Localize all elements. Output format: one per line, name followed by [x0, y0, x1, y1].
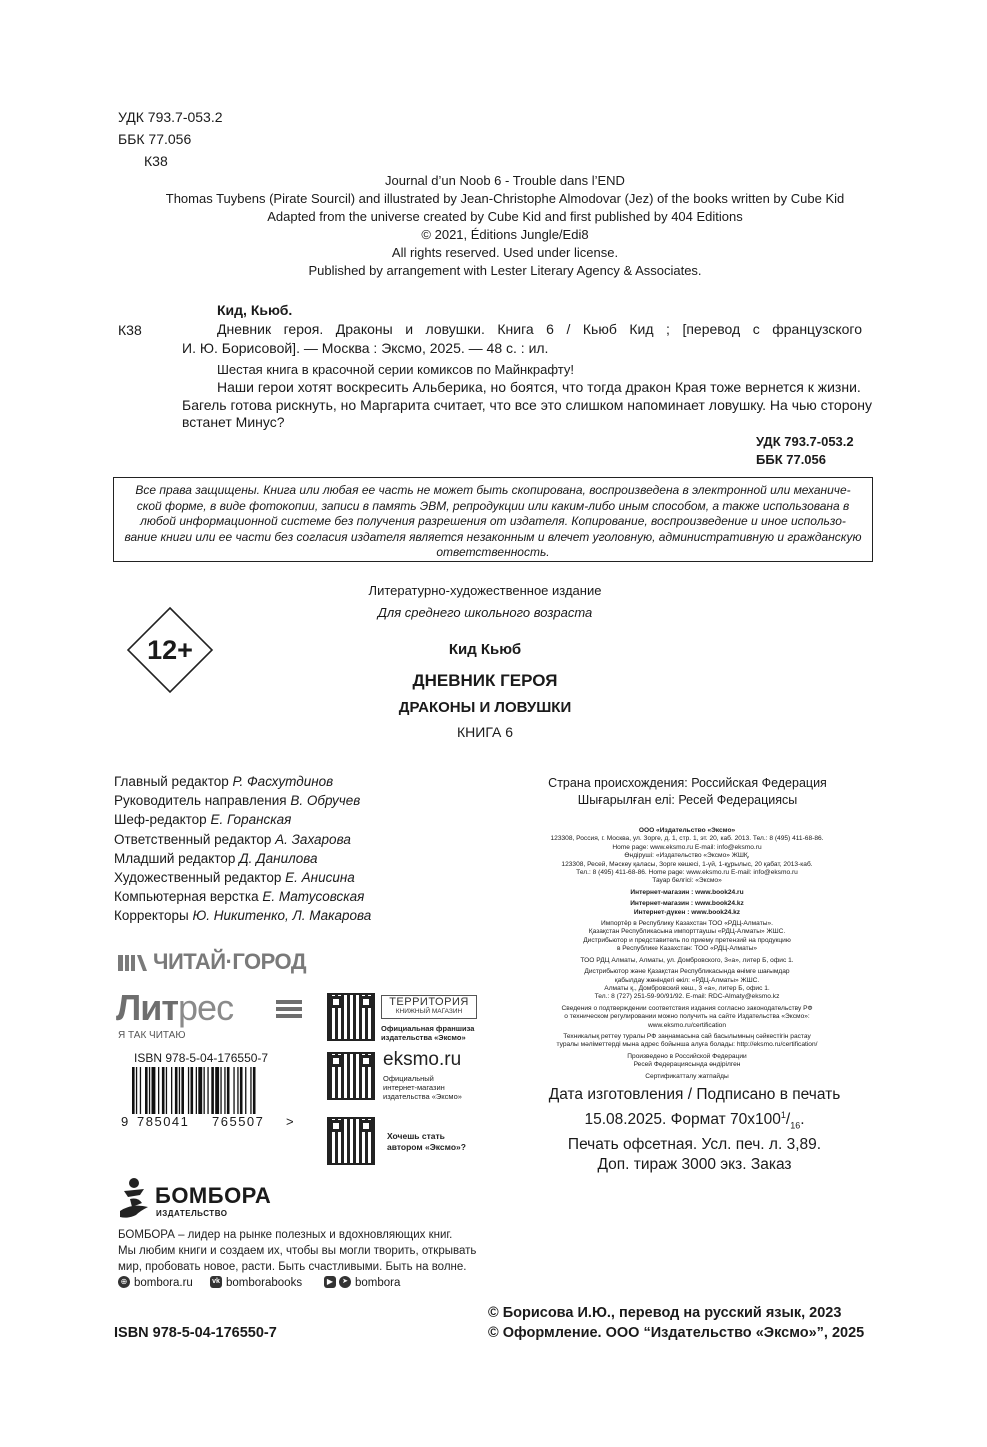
barcode-bar: [191, 1067, 194, 1114]
rights-notice-box: [113, 477, 873, 562]
barcode-bar: [132, 1067, 135, 1114]
barcode-bar: [158, 1067, 159, 1114]
barcode-bar: [145, 1067, 148, 1114]
origin-ru: Страна происхождения: Российская Федерация: [548, 776, 827, 790]
barcode-bar: [162, 1067, 165, 1114]
barcode-digits-right: 765507: [212, 1114, 265, 1129]
staff-row: Ответственный редактор А. Захарова: [114, 831, 351, 847]
barcode-bar: [233, 1067, 234, 1114]
barcode-bar: [149, 1067, 150, 1114]
barcode-bar: [171, 1067, 172, 1114]
social-vk: bomborabooks: [226, 1277, 303, 1289]
staff-row: Младший редактор Д. Данилова: [114, 850, 318, 866]
qr-code-eksmo: [327, 1052, 375, 1100]
biblio-annotation-1: Шестая книга в красочной серии комиксов по Майнкрафту!: [217, 362, 574, 377]
barcode-bar: [175, 1067, 178, 1114]
barcode-bar: [179, 1067, 180, 1114]
barcode-bar: [152, 1067, 156, 1114]
territoria-caption: Официальная франшиза издательства «Эксмо»: [381, 1024, 475, 1042]
copyright-design: © Оформление. ООО “Издательство «Эксмо»”, 2025: [488, 1325, 865, 1341]
print-details: [512, 1085, 877, 1175]
footer-isbn: ISBN 978-5-04-176550-7: [114, 1325, 277, 1341]
book-title: ДНЕВНИК ГЕРОЯ: [412, 671, 558, 690]
qr-code-author: [327, 1117, 375, 1165]
rights-line: любой информационной системе без получения разрешения от издателя. Копирование, воспроизведение и иное использо-: [140, 514, 846, 528]
rights-line: Все права защищены. Книга или любая ее часть не может быть скопирована, воспроизведена в электронной или механиче-: [135, 483, 851, 497]
staff-row: Компьютерная верстка Е. Матусовская: [114, 889, 365, 905]
barcode-bar: [224, 1067, 225, 1114]
original-edition-block: [110, 172, 900, 280]
wave-figure-icon: [118, 1177, 158, 1221]
barcode-bar: [196, 1067, 197, 1114]
eksmo-url: eksmo.ru: [383, 1049, 462, 1070]
country-origin: [520, 775, 855, 809]
barcode-bar: [140, 1067, 141, 1114]
print-line-3: Печать офсетная. Усл. печ. л. 3,89.: [567, 1136, 822, 1154]
biblio-bbk: ББК 77.056: [756, 452, 826, 467]
become-author-caption: Хочешь стать автором «Эксмо»?: [387, 1131, 466, 1152]
menu-lines-icon: [276, 1000, 302, 1018]
staff-row: Главный редактор Р. Фасхутдинов: [114, 774, 334, 789]
origin-kz: Шығарылған елі: Ресей Федерациясы: [577, 793, 798, 807]
social-site: bombora.ru: [134, 1277, 193, 1289]
territoria-logo: ТЕРРИТОРИЯ КНИЖНЫЙ МАГАЗИН: [381, 995, 477, 1019]
staff-row: Художественный редактор Е. Анисина: [114, 870, 355, 886]
barcode-bar: [204, 1067, 205, 1114]
social-telegram: bombora: [355, 1277, 401, 1289]
vk-icon: vk: [210, 1276, 222, 1288]
header-code: К38: [144, 153, 168, 169]
staff-list: [114, 772, 371, 926]
bombora-name: БОМБОРА: [155, 1183, 272, 1208]
book-subtitle: ДРАКОНЫ И ЛОВУШКИ: [398, 699, 572, 716]
publisher-fine-print: ООО «Издательство «Эксмо» 123308, Россия, г. Москва, ул. Зорге, д. 1, стр. 1, эт. 20, каб. 2013. Тел.: 8 (495) 411-68-86. Home page: www.eksmo.ru E-mail: info@eksmo.ru Өндіруші: «Издательство «Эксмо» ЖШҚ, 123308, Ресей, Мәскеу қаласы, Зорге көшесі, 1-үй, 1-құрылыс, 20 қабат, 2013-каб. Тел.: 8 (495) 411-68-86. Home page: www.eksmo.ru E-mail: info@eksmo.ru Тауар белгісі: «Эксмо» Интернет-магазин : www.book24.ru Интернет-магазин : www.book24.kz Интернет-дүкен : www.book24.kz Импортёр в Республику Казахстан ТОО «РДЦ-Алматы». Қазақстан Республикасына импорттаушы «РДЦ-Алматы» ЖШС. Дистрибьютор и представитель по приему претензий на продукцию в Республике Казахстан: ТОО «РДЦ-Алматы» ТОО РДЦ Алматы, Алматы, ул. Домбровского, 3«а», литер Б, офис 1. Дистрибьютор және Қазақстан Республикасында өнімге шағымдар қабылдау жөніндегі өкіл: «РДЦ-Алматы» ЖШС. Алматы қ., Домбровский көш., 3 «а», литер Б, офис 1. Тел.: 8 (727) 251-59-90/91/92. E-mail: RDC-Almaty@eksmo.kz Сведения о подтверждении соответствия издания согласно законодательству РФ о техническом регулировании можно получить на сайте Издательства «Эксмо»: www.eksmo.ru/certification Техникалық реттеу туралы РФ заңнамасына сай басылымның сәйкестігін растау туралы мәліметтерді мына адрес бойынша алуға болады: http://eksmo.ru/certification/ Произведено в Российской Федерации Ресей Федерациясында өндірілген Сертификатталу жатпайды: [550, 827, 824, 1080]
barcode-bar: [211, 1067, 214, 1114]
bombora-logo: [118, 1177, 158, 1221]
header-bbk: ББК 77.056: [118, 131, 192, 147]
barcode-bar: [207, 1067, 208, 1114]
books-icon: [118, 953, 152, 971]
print-line-4: Доп. тираж 3000 экз. Заказ: [597, 1156, 792, 1174]
rights-line: вание книги или ее части без согласия издателя является незаконным и влечет уголовную, административную и гражданскую: [124, 529, 862, 544]
chitai-gorod-logo: ЧИТАЙ·ГОРОД: [118, 950, 306, 974]
eksmo-caption: Официальный интернет-магазин издательства «Эксмо»: [383, 1074, 462, 1101]
staff-row: Шеф-редактор Е. Горанская: [114, 812, 292, 828]
barcode-bar: [245, 1067, 246, 1114]
original-line: All rights reserved. Used under license.: [391, 245, 619, 260]
biblio-line-2: И. Ю. Борисовой]. — Москва : Эксмо, 2025. — 48 с. : ил.: [182, 340, 549, 356]
litres-tagline: Я ТАК ЧИТАЮ: [118, 1030, 186, 1041]
barcode-arrow: >: [286, 1114, 294, 1129]
original-line: Adapted from the universe created by Cube Kid and first published by 404 Editions: [267, 209, 743, 224]
age-rating-badge: [126, 606, 214, 694]
barcode-bar: [237, 1067, 238, 1114]
video-icon: ▶: [324, 1276, 336, 1288]
original-line: Thomas Tuybens (Pirate Sourcil) and illustrated by Jean-Christophe Almodovar (Jez) of the books written by Cube Kid: [165, 191, 845, 206]
litres-logo: Литрес: [116, 988, 316, 1028]
barcode-bar: [188, 1067, 189, 1114]
barcode-bar: [198, 1067, 202, 1114]
bombora-description: БОМБОРА – лидер на рынке полезных и вдохновляющих книг. Мы любим книги и создаем их, чтобы вы могли творить, открывать мир, пробовать новое, расти. Быть счастливыми. Быть на волне.: [118, 1229, 477, 1273]
rights-line: ответственность.: [436, 545, 550, 559]
book-number: КНИГА 6: [457, 724, 513, 740]
barcode-bars: [132, 1067, 290, 1114]
print-line-1: Дата изготовления / Подписано в печать: [548, 1086, 841, 1103]
rights-line: ской форме, в виде фотокопии, записи в память ЭВМ, репродукции или каким-либо иным способом, а также использована в: [136, 498, 850, 513]
telegram-icon: ➤: [339, 1276, 351, 1288]
barcode-bar: [215, 1067, 219, 1114]
bombora-sub: ИЗДАТЕЛЬСТВО: [156, 1209, 228, 1218]
biblio-annotation-2: Наши герои хотят воскресить Альберика, но боятся, что тогда дракон Края тоже вернется к жизни.: [217, 379, 861, 395]
header-udk: УДК 793.7-053.2: [118, 109, 223, 125]
staff-row: Корректоры Ю. Никитенко, Л. Макарова: [114, 908, 372, 924]
biblio-annotation-3: Багель готова рискнуть, но Маргарита считает, что все это слишком напоминает ловушку. На чью сторону: [182, 397, 873, 413]
age-rating-label: 12+: [147, 635, 193, 665]
book-author: Кид Кьюб: [448, 641, 522, 658]
barcode-bar: [253, 1067, 256, 1114]
barcode: [132, 1067, 290, 1114]
barcode-bar: [227, 1067, 230, 1114]
biblio-code: К38: [118, 322, 142, 338]
globe-icon: ⊕: [118, 1276, 130, 1288]
original-line: Journal d’un Noob 6 - Trouble dans l’END: [385, 173, 625, 188]
barcode-isbn-label: ISBN 978-5-04-176550-7: [134, 1051, 269, 1065]
barcode-bar: [166, 1067, 167, 1114]
staff-row: Руководитель направления В. Обручев: [114, 793, 361, 809]
edition-type: Литературно-художественное издание: [368, 583, 602, 598]
original-line: Published by arrangement with Lester Literary Agency & Associates.: [308, 263, 702, 278]
biblio-udk: УДК 793.7-053.2: [756, 434, 854, 449]
copyright-translation: © Борисова И.Ю., перевод на русский язык, 2023: [488, 1305, 842, 1321]
barcode-bar: [136, 1067, 137, 1114]
barcode-bar: [250, 1067, 251, 1114]
barcode-bar: [240, 1067, 243, 1114]
biblio-line-1: Дневник героя. Драконы и ловушки. Книга 6 / Кьюб Кид ; [перевод с французского: [217, 321, 862, 337]
biblio-author: Кид, Кьюб.: [217, 302, 293, 318]
barcode-digits-left: 785041: [137, 1114, 190, 1129]
original-line: © 2021, Éditions Jungle/Edi8: [421, 227, 589, 242]
qr-code-territoria: [327, 993, 375, 1041]
edition-audience: Для среднего школьного возраста: [377, 605, 593, 620]
barcode-bar: [181, 1067, 184, 1114]
print-line-2: 15.08.2025. Формат $70х100^1/_{16}$.: [584, 1110, 805, 1131]
barcode-digit-first: 9: [121, 1114, 129, 1129]
biblio-annotation-4: встанет Минус?: [182, 414, 285, 430]
barcode-bar: [220, 1067, 221, 1114]
